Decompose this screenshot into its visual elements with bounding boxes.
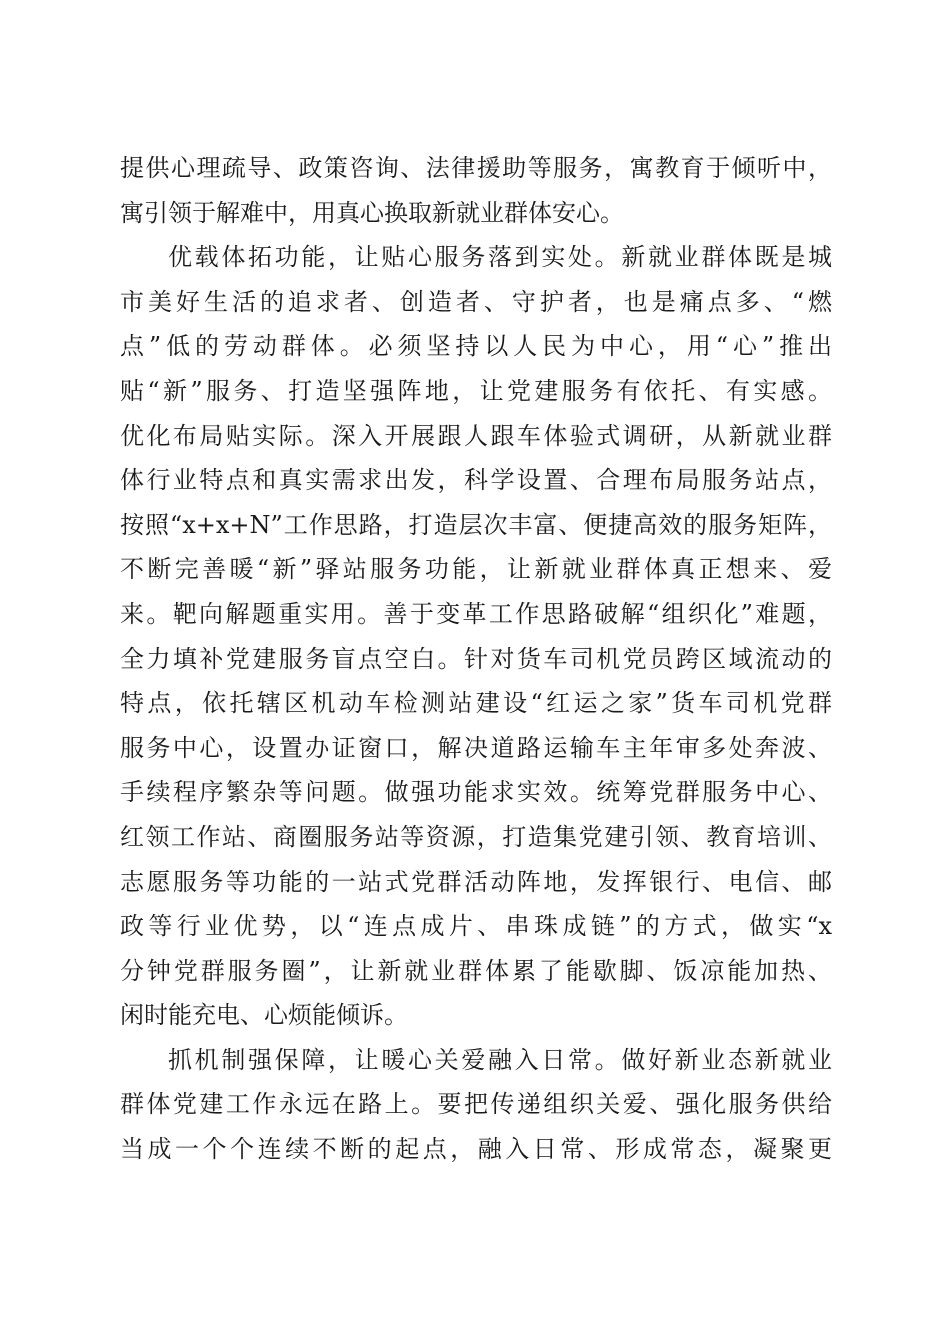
text-line: 群体党建工作永远在路上。要把传递组织关爱、强化服务供给 — [120, 1090, 832, 1119]
text-line: 体行业特点和真实需求出发，科学设置、合理布局服务站点， — [120, 466, 832, 495]
text-line: 手续程序繁杂等问题。做强功能求实效。统筹党群服务中心、 — [120, 778, 832, 807]
text-line: 寓引领于解难中，用真心换取新就业群体安心。 — [120, 198, 624, 227]
paragraph — [120, 1038, 832, 1172]
text-line: 来。靶向解题重实用。善于变革工作思路破解“组织化”难题， — [120, 599, 832, 628]
text-line: 优化布局贴实际。深入开展跟人跟车体验式调研，从新就业群 — [120, 421, 832, 450]
text-line: 全力填补党建服务盲点空白。针对货车司机党员跨区域流动的 — [120, 644, 832, 673]
text-line: 点”低的劳动群体。必须坚持以人民为中心，用“心”推出 — [120, 332, 832, 361]
text-line: 分钟党群服务圈”，让新就业群体累了能歇脚、饭凉能加热、 — [120, 956, 832, 985]
text-line: 按照“x+x+N”工作思路，打造层次丰富、便捷高效的服务矩阵， — [120, 510, 832, 539]
text-line: 提供心理疏导、政策咨询、法律援助等服务，寓教育于倾听中， — [120, 154, 832, 182]
text-line: 当成一个个连续不断的起点，融入日常、形成常态，凝聚更 — [120, 1135, 832, 1164]
paragraph — [120, 235, 832, 1038]
text-line: 抓机制强保障，让暖心关爱融入日常。做好新业态新就业 — [168, 1045, 832, 1074]
text-line: 志愿服务等功能的一站式党群活动阵地，发挥银行、电信、邮 — [120, 867, 832, 896]
text-line: 不断完善暖“新”驿站服务功能，让新就业群体真正想来、爱 — [120, 555, 832, 584]
text-line: 特点，依托辖区机动车检测站建设“红运之家”货车司机党群 — [120, 689, 832, 718]
text-line: 闲时能充电、心烦能倾诉。 — [120, 1001, 408, 1030]
text-line: 优载体拓功能，让贴心服务落到实处。新就业群体既是城 — [168, 243, 832, 272]
text-line: 政等行业优势，以“连点成片、串珠成链”的方式，做实“x — [120, 912, 832, 941]
paragraph — [120, 146, 832, 235]
body-text — [120, 146, 832, 1172]
text-line: 红领工作站、商圈服务站等资源，打造集党建引领、教育培训、 — [120, 822, 832, 851]
text-line: 市美好生活的追求者、创造者、守护者，也是痛点多、“燃 — [120, 287, 832, 316]
text-line: 贴“新”服务、打造坚强阵地，让党建服务有依托、有实感。 — [120, 376, 832, 405]
text-line: 服务中心，设置办证窗口，解决道路运输车主年审多处奔波、 — [120, 733, 832, 762]
